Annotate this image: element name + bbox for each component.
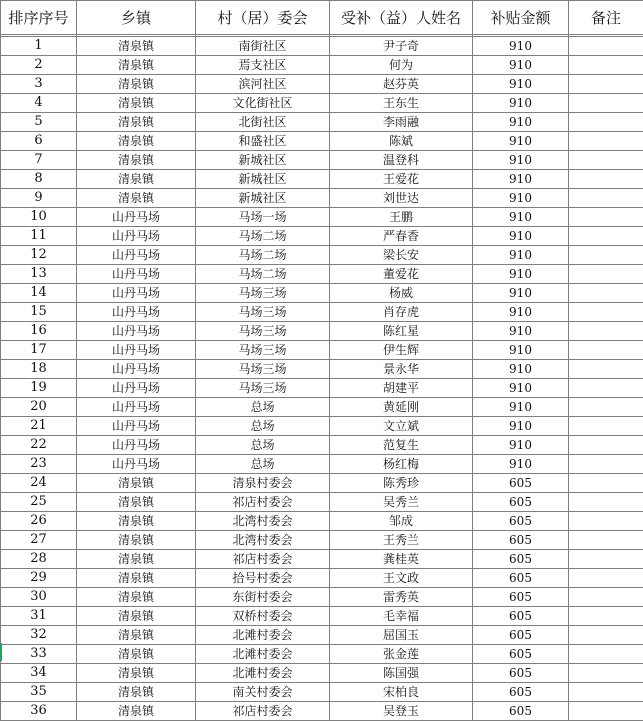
remarks-cell[interactable]	[569, 683, 643, 702]
remarks-cell[interactable]	[569, 94, 643, 113]
township-cell[interactable]: 清泉镇	[77, 37, 196, 56]
committee-cell[interactable]: 总场	[196, 398, 330, 417]
header-cell-index[interactable]: 排序序号	[1, 1, 77, 35]
recipient-cell[interactable]: 吴秀兰	[330, 493, 473, 512]
committee-cell[interactable]: 祁店村委会	[196, 702, 330, 721]
table-row	[1, 607, 643, 626]
index-cell[interactable]: 4	[1, 94, 77, 113]
table-row	[1, 322, 643, 341]
table-row	[1, 569, 643, 588]
recipient-cell[interactable]: 杨红梅	[330, 455, 473, 474]
amount-cell[interactable]: 910	[473, 151, 569, 170]
recipient-cell[interactable]: 严春香	[330, 227, 473, 246]
township-cell[interactable]: 清泉镇	[77, 512, 196, 531]
amount-cell[interactable]: 605	[473, 664, 569, 683]
amount-cell[interactable]: 605	[473, 702, 569, 721]
remarks-cell[interactable]	[569, 569, 643, 588]
township-cell[interactable]: 清泉镇	[77, 645, 196, 664]
header-cell-amount[interactable]: 补贴金额	[473, 1, 569, 35]
township-cell[interactable]: 山丹马场	[77, 284, 196, 303]
remarks-cell[interactable]	[569, 379, 643, 398]
recipient-cell[interactable]: 王东生	[330, 94, 473, 113]
committee-cell[interactable]: 和盛社区	[196, 132, 330, 151]
recipient-cell[interactable]: 何为	[330, 56, 473, 75]
remarks-cell[interactable]	[569, 664, 643, 683]
committee-cell[interactable]: 祁店村委会	[196, 493, 330, 512]
table-row	[1, 702, 643, 721]
index-cell[interactable]: 23	[1, 455, 77, 474]
index-cell[interactable]: 9	[1, 189, 77, 208]
committee-cell[interactable]: 南街社区	[196, 37, 330, 56]
amount-cell[interactable]: 910	[473, 341, 569, 360]
recipient-cell[interactable]: 肖存虎	[330, 303, 473, 322]
committee-cell[interactable]: 新城社区	[196, 189, 330, 208]
amount-cell[interactable]: 605	[473, 626, 569, 645]
index-cell[interactable]: 5	[1, 113, 77, 132]
township-cell[interactable]: 清泉镇	[77, 94, 196, 113]
amount-cell[interactable]: 910	[473, 113, 569, 132]
amount-cell[interactable]: 910	[473, 455, 569, 474]
index-cell[interactable]: 16	[1, 322, 77, 341]
amount-cell[interactable]: 910	[473, 379, 569, 398]
amount-cell[interactable]: 910	[473, 265, 569, 284]
amount-cell[interactable]: 605	[473, 683, 569, 702]
index-cell[interactable]: 35	[1, 683, 77, 702]
amount-cell[interactable]: 910	[473, 436, 569, 455]
index-cell[interactable]: 6	[1, 132, 77, 151]
amount-cell[interactable]: 910	[473, 208, 569, 227]
amount-cell[interactable]: 605	[473, 493, 569, 512]
recipient-cell[interactable]: 温登科	[330, 151, 473, 170]
amount-cell[interactable]: 910	[473, 417, 569, 436]
township-cell[interactable]: 清泉镇	[77, 588, 196, 607]
index-cell[interactable]: 19	[1, 379, 77, 398]
amount-cell[interactable]: 910	[473, 37, 569, 56]
recipient-cell[interactable]: 王鹏	[330, 208, 473, 227]
recipient-cell[interactable]: 黄延刚	[330, 398, 473, 417]
recipient-cell[interactable]: 陈秀珍	[330, 474, 473, 493]
township-cell[interactable]: 山丹马场	[77, 436, 196, 455]
township-cell[interactable]: 山丹马场	[77, 246, 196, 265]
table-row	[1, 265, 643, 284]
remarks-cell[interactable]	[569, 493, 643, 512]
remarks-cell[interactable]	[569, 208, 643, 227]
table-row	[1, 341, 643, 360]
committee-cell[interactable]: 马场一场	[196, 208, 330, 227]
township-cell[interactable]: 清泉镇	[77, 75, 196, 94]
table-row	[1, 360, 643, 379]
committee-cell[interactable]: 祁店村委会	[196, 550, 330, 569]
township-cell[interactable]: 清泉镇	[77, 550, 196, 569]
header-cell-committee[interactable]: 村（居）委会	[196, 1, 330, 35]
table-row	[1, 208, 643, 227]
table-row	[1, 37, 643, 56]
index-cell[interactable]: 32	[1, 626, 77, 645]
index-cell[interactable]: 34	[1, 664, 77, 683]
committee-cell[interactable]: 北街社区	[196, 113, 330, 132]
table-row	[1, 227, 643, 246]
remarks-cell[interactable]	[569, 531, 643, 550]
recipient-cell[interactable]: 吴登玉	[330, 702, 473, 721]
township-cell[interactable]: 山丹马场	[77, 208, 196, 227]
recipient-cell[interactable]: 伊生辉	[330, 341, 473, 360]
table-row	[1, 303, 643, 322]
committee-cell[interactable]: 新城社区	[196, 170, 330, 189]
table-row	[1, 550, 643, 569]
amount-cell[interactable]: 910	[473, 398, 569, 417]
township-cell[interactable]: 山丹马场	[77, 360, 196, 379]
township-cell[interactable]: 清泉镇	[77, 531, 196, 550]
index-cell[interactable]: 30	[1, 588, 77, 607]
table-row	[1, 626, 643, 645]
committee-cell[interactable]: 马场三场	[196, 360, 330, 379]
index-cell[interactable]: 21	[1, 417, 77, 436]
table-row	[1, 493, 643, 512]
township-cell[interactable]: 清泉镇	[77, 113, 196, 132]
recipient-cell[interactable]: 邹成	[330, 512, 473, 531]
recipient-cell[interactable]: 王文政	[330, 569, 473, 588]
township-cell[interactable]: 清泉镇	[77, 607, 196, 626]
township-cell[interactable]: 清泉镇	[77, 683, 196, 702]
table-row	[1, 455, 643, 474]
table-row	[1, 246, 643, 265]
table-row	[1, 75, 643, 94]
index-cell[interactable]: 31	[1, 607, 77, 626]
township-cell[interactable]: 山丹马场	[77, 398, 196, 417]
header-cell-remarks[interactable]: 备注	[569, 1, 643, 35]
index-cell[interactable]: 10	[1, 208, 77, 227]
committee-cell[interactable]: 马场二场	[196, 246, 330, 265]
amount-cell[interactable]: 910	[473, 360, 569, 379]
table-row	[1, 683, 643, 702]
recipient-cell[interactable]: 赵芬英	[330, 75, 473, 94]
committee-cell[interactable]: 南关村委会	[196, 683, 330, 702]
committee-cell[interactable]: 马场三场	[196, 341, 330, 360]
amount-cell[interactable]: 910	[473, 189, 569, 208]
recipient-cell[interactable]: 胡建平	[330, 379, 473, 398]
committee-cell[interactable]: 北滩村委会	[196, 645, 330, 664]
amount-cell[interactable]: 910	[473, 246, 569, 265]
committee-cell[interactable]: 东街村委会	[196, 588, 330, 607]
index-cell[interactable]: 8	[1, 170, 77, 189]
committee-cell[interactable]: 滨河社区	[196, 75, 330, 94]
township-cell[interactable]: 山丹马场	[77, 227, 196, 246]
remarks-cell[interactable]	[569, 550, 643, 569]
amount-cell[interactable]: 910	[473, 75, 569, 94]
header-row	[1, 1, 643, 35]
township-cell[interactable]: 清泉镇	[77, 56, 196, 75]
remarks-cell[interactable]	[569, 132, 643, 151]
recipient-cell[interactable]: 杨威	[330, 284, 473, 303]
recipient-cell[interactable]: 梁长安	[330, 246, 473, 265]
township-cell[interactable]: 山丹马场	[77, 417, 196, 436]
committee-cell[interactable]: 马场三场	[196, 322, 330, 341]
township-cell[interactable]: 清泉镇	[77, 151, 196, 170]
committee-cell[interactable]: 清泉村委会	[196, 474, 330, 493]
recipient-cell[interactable]: 屈国玉	[330, 626, 473, 645]
recipient-cell[interactable]: 陈斌	[330, 132, 473, 151]
table-row	[1, 398, 643, 417]
committee-cell[interactable]: 总场	[196, 436, 330, 455]
remarks-cell[interactable]	[569, 227, 643, 246]
table-row	[1, 113, 643, 132]
amount-cell[interactable]: 605	[473, 607, 569, 626]
table-row	[1, 132, 643, 151]
amount-cell[interactable]: 910	[473, 170, 569, 189]
index-cell[interactable]: 24	[1, 474, 77, 493]
index-cell[interactable]: 26	[1, 512, 77, 531]
amount-cell[interactable]: 910	[473, 132, 569, 151]
table-row	[1, 94, 643, 113]
recipient-cell[interactable]: 陈国强	[330, 664, 473, 683]
active-row-marker	[0, 643, 2, 661]
index-cell[interactable]: 11	[1, 227, 77, 246]
index-cell[interactable]: 29	[1, 569, 77, 588]
township-cell[interactable]: 清泉镇	[77, 569, 196, 588]
remarks-cell[interactable]	[569, 246, 643, 265]
amount-cell[interactable]: 910	[473, 56, 569, 75]
remarks-cell[interactable]	[569, 645, 643, 664]
header-cell-recipient[interactable]: 受补（益）人姓名	[330, 1, 473, 35]
township-cell[interactable]: 清泉镇	[77, 189, 196, 208]
index-cell[interactable]: 12	[1, 246, 77, 265]
committee-cell[interactable]: 新城社区	[196, 151, 330, 170]
table-row	[1, 379, 643, 398]
index-cell[interactable]: 17	[1, 341, 77, 360]
committee-cell[interactable]: 马场三场	[196, 379, 330, 398]
township-cell[interactable]: 山丹马场	[77, 379, 196, 398]
recipient-cell[interactable]: 雷秀英	[330, 588, 473, 607]
remarks-cell[interactable]	[569, 512, 643, 531]
table-row	[1, 474, 643, 493]
table-row	[1, 512, 643, 531]
header-cell-township[interactable]: 乡镇	[77, 1, 196, 35]
index-cell[interactable]: 2	[1, 56, 77, 75]
remarks-cell[interactable]	[569, 265, 643, 284]
committee-cell[interactable]: 文化街社区	[196, 94, 330, 113]
committee-cell[interactable]: 马场二场	[196, 265, 330, 284]
township-cell[interactable]: 山丹马场	[77, 265, 196, 284]
amount-cell[interactable]: 605	[473, 588, 569, 607]
amount-cell[interactable]: 605	[473, 474, 569, 493]
recipient-cell[interactable]: 毛幸福	[330, 607, 473, 626]
committee-cell[interactable]: 双桥村委会	[196, 607, 330, 626]
index-cell[interactable]: 27	[1, 531, 77, 550]
remarks-cell[interactable]	[569, 322, 643, 341]
remarks-cell[interactable]	[569, 75, 643, 94]
remarks-cell[interactable]	[569, 455, 643, 474]
index-cell[interactable]: 33	[1, 645, 77, 664]
remarks-cell[interactable]	[569, 151, 643, 170]
amount-cell[interactable]: 605	[473, 569, 569, 588]
remarks-cell[interactable]	[569, 626, 643, 645]
index-cell[interactable]: 18	[1, 360, 77, 379]
recipient-cell[interactable]: 刘世达	[330, 189, 473, 208]
remarks-cell[interactable]	[569, 588, 643, 607]
committee-cell[interactable]: 总场	[196, 455, 330, 474]
remarks-cell[interactable]	[569, 474, 643, 493]
committee-cell[interactable]: 马场二场	[196, 227, 330, 246]
remarks-cell[interactable]	[569, 37, 643, 56]
recipient-cell[interactable]: 张金莲	[330, 645, 473, 664]
table-row	[1, 588, 643, 607]
remarks-cell[interactable]	[569, 284, 643, 303]
index-cell[interactable]: 1	[1, 37, 77, 56]
amount-cell[interactable]: 910	[473, 284, 569, 303]
committee-cell[interactable]: 马场三场	[196, 284, 330, 303]
table-row	[1, 531, 643, 550]
table-row	[1, 436, 643, 455]
committee-cell[interactable]: 拾号村委会	[196, 569, 330, 588]
index-cell[interactable]: 20	[1, 398, 77, 417]
township-cell[interactable]: 清泉镇	[77, 702, 196, 721]
table-row	[1, 151, 643, 170]
recipient-cell[interactable]: 王秀兰	[330, 531, 473, 550]
remarks-cell[interactable]	[569, 702, 643, 721]
township-cell[interactable]: 山丹马场	[77, 455, 196, 474]
recipient-cell[interactable]: 宋柏良	[330, 683, 473, 702]
table-row	[1, 170, 643, 189]
amount-cell[interactable]: 605	[473, 512, 569, 531]
committee-cell[interactable]: 北湾村委会	[196, 531, 330, 550]
recipient-cell[interactable]: 范复生	[330, 436, 473, 455]
township-cell[interactable]: 清泉镇	[77, 664, 196, 683]
township-cell[interactable]: 清泉镇	[77, 132, 196, 151]
township-cell[interactable]: 清泉镇	[77, 493, 196, 512]
remarks-cell[interactable]	[569, 189, 643, 208]
index-cell[interactable]: 15	[1, 303, 77, 322]
township-cell[interactable]: 山丹马场	[77, 303, 196, 322]
recipient-cell[interactable]: 陈红星	[330, 322, 473, 341]
committee-cell[interactable]: 北湾村委会	[196, 512, 330, 531]
table-row	[1, 664, 643, 683]
remarks-cell[interactable]	[569, 56, 643, 75]
remarks-cell[interactable]	[569, 113, 643, 132]
recipient-cell[interactable]: 董爱花	[330, 265, 473, 284]
committee-cell[interactable]: 焉支社区	[196, 56, 330, 75]
table-body	[1, 35, 643, 721]
recipient-cell[interactable]: 王爱花	[330, 170, 473, 189]
township-cell[interactable]: 清泉镇	[77, 626, 196, 645]
index-cell[interactable]: 3	[1, 75, 77, 94]
index-cell[interactable]: 13	[1, 265, 77, 284]
remarks-cell[interactable]	[569, 607, 643, 626]
recipient-cell[interactable]: 景永华	[330, 360, 473, 379]
committee-cell[interactable]: 总场	[196, 417, 330, 436]
remarks-cell[interactable]	[569, 303, 643, 322]
committee-cell[interactable]: 马场三场	[196, 303, 330, 322]
table-row	[1, 417, 643, 436]
committee-cell[interactable]: 北滩村委会	[196, 664, 330, 683]
table-row	[1, 56, 643, 75]
recipient-cell[interactable]: 李雨融	[330, 113, 473, 132]
township-cell[interactable]: 山丹马场	[77, 322, 196, 341]
township-cell[interactable]: 山丹马场	[77, 341, 196, 360]
remarks-cell[interactable]	[569, 170, 643, 189]
amount-cell[interactable]: 910	[473, 94, 569, 113]
index-cell[interactable]: 7	[1, 151, 77, 170]
amount-cell[interactable]: 910	[473, 227, 569, 246]
table-row	[1, 189, 643, 208]
remarks-cell[interactable]	[569, 398, 643, 417]
amount-cell[interactable]: 605	[473, 531, 569, 550]
recipient-cell[interactable]: 尹子奇	[330, 37, 473, 56]
amount-cell[interactable]: 910	[473, 303, 569, 322]
table-row	[1, 284, 643, 303]
recipient-cell[interactable]: 龚桂英	[330, 550, 473, 569]
remarks-cell[interactable]	[569, 341, 643, 360]
township-cell[interactable]: 清泉镇	[77, 170, 196, 189]
committee-cell[interactable]: 北滩村委会	[196, 626, 330, 645]
index-cell[interactable]: 36	[1, 702, 77, 721]
remarks-cell[interactable]	[569, 436, 643, 455]
amount-cell[interactable]: 605	[473, 645, 569, 664]
table-row	[1, 645, 643, 664]
remarks-cell[interactable]	[569, 417, 643, 436]
index-cell[interactable]: 25	[1, 493, 77, 512]
remarks-cell[interactable]	[569, 360, 643, 379]
recipient-cell[interactable]: 文立斌	[330, 417, 473, 436]
index-cell[interactable]: 14	[1, 284, 77, 303]
amount-cell[interactable]: 910	[473, 322, 569, 341]
index-cell[interactable]: 22	[1, 436, 77, 455]
township-cell[interactable]: 清泉镇	[77, 474, 196, 493]
index-cell[interactable]: 28	[1, 550, 77, 569]
amount-cell[interactable]: 605	[473, 550, 569, 569]
